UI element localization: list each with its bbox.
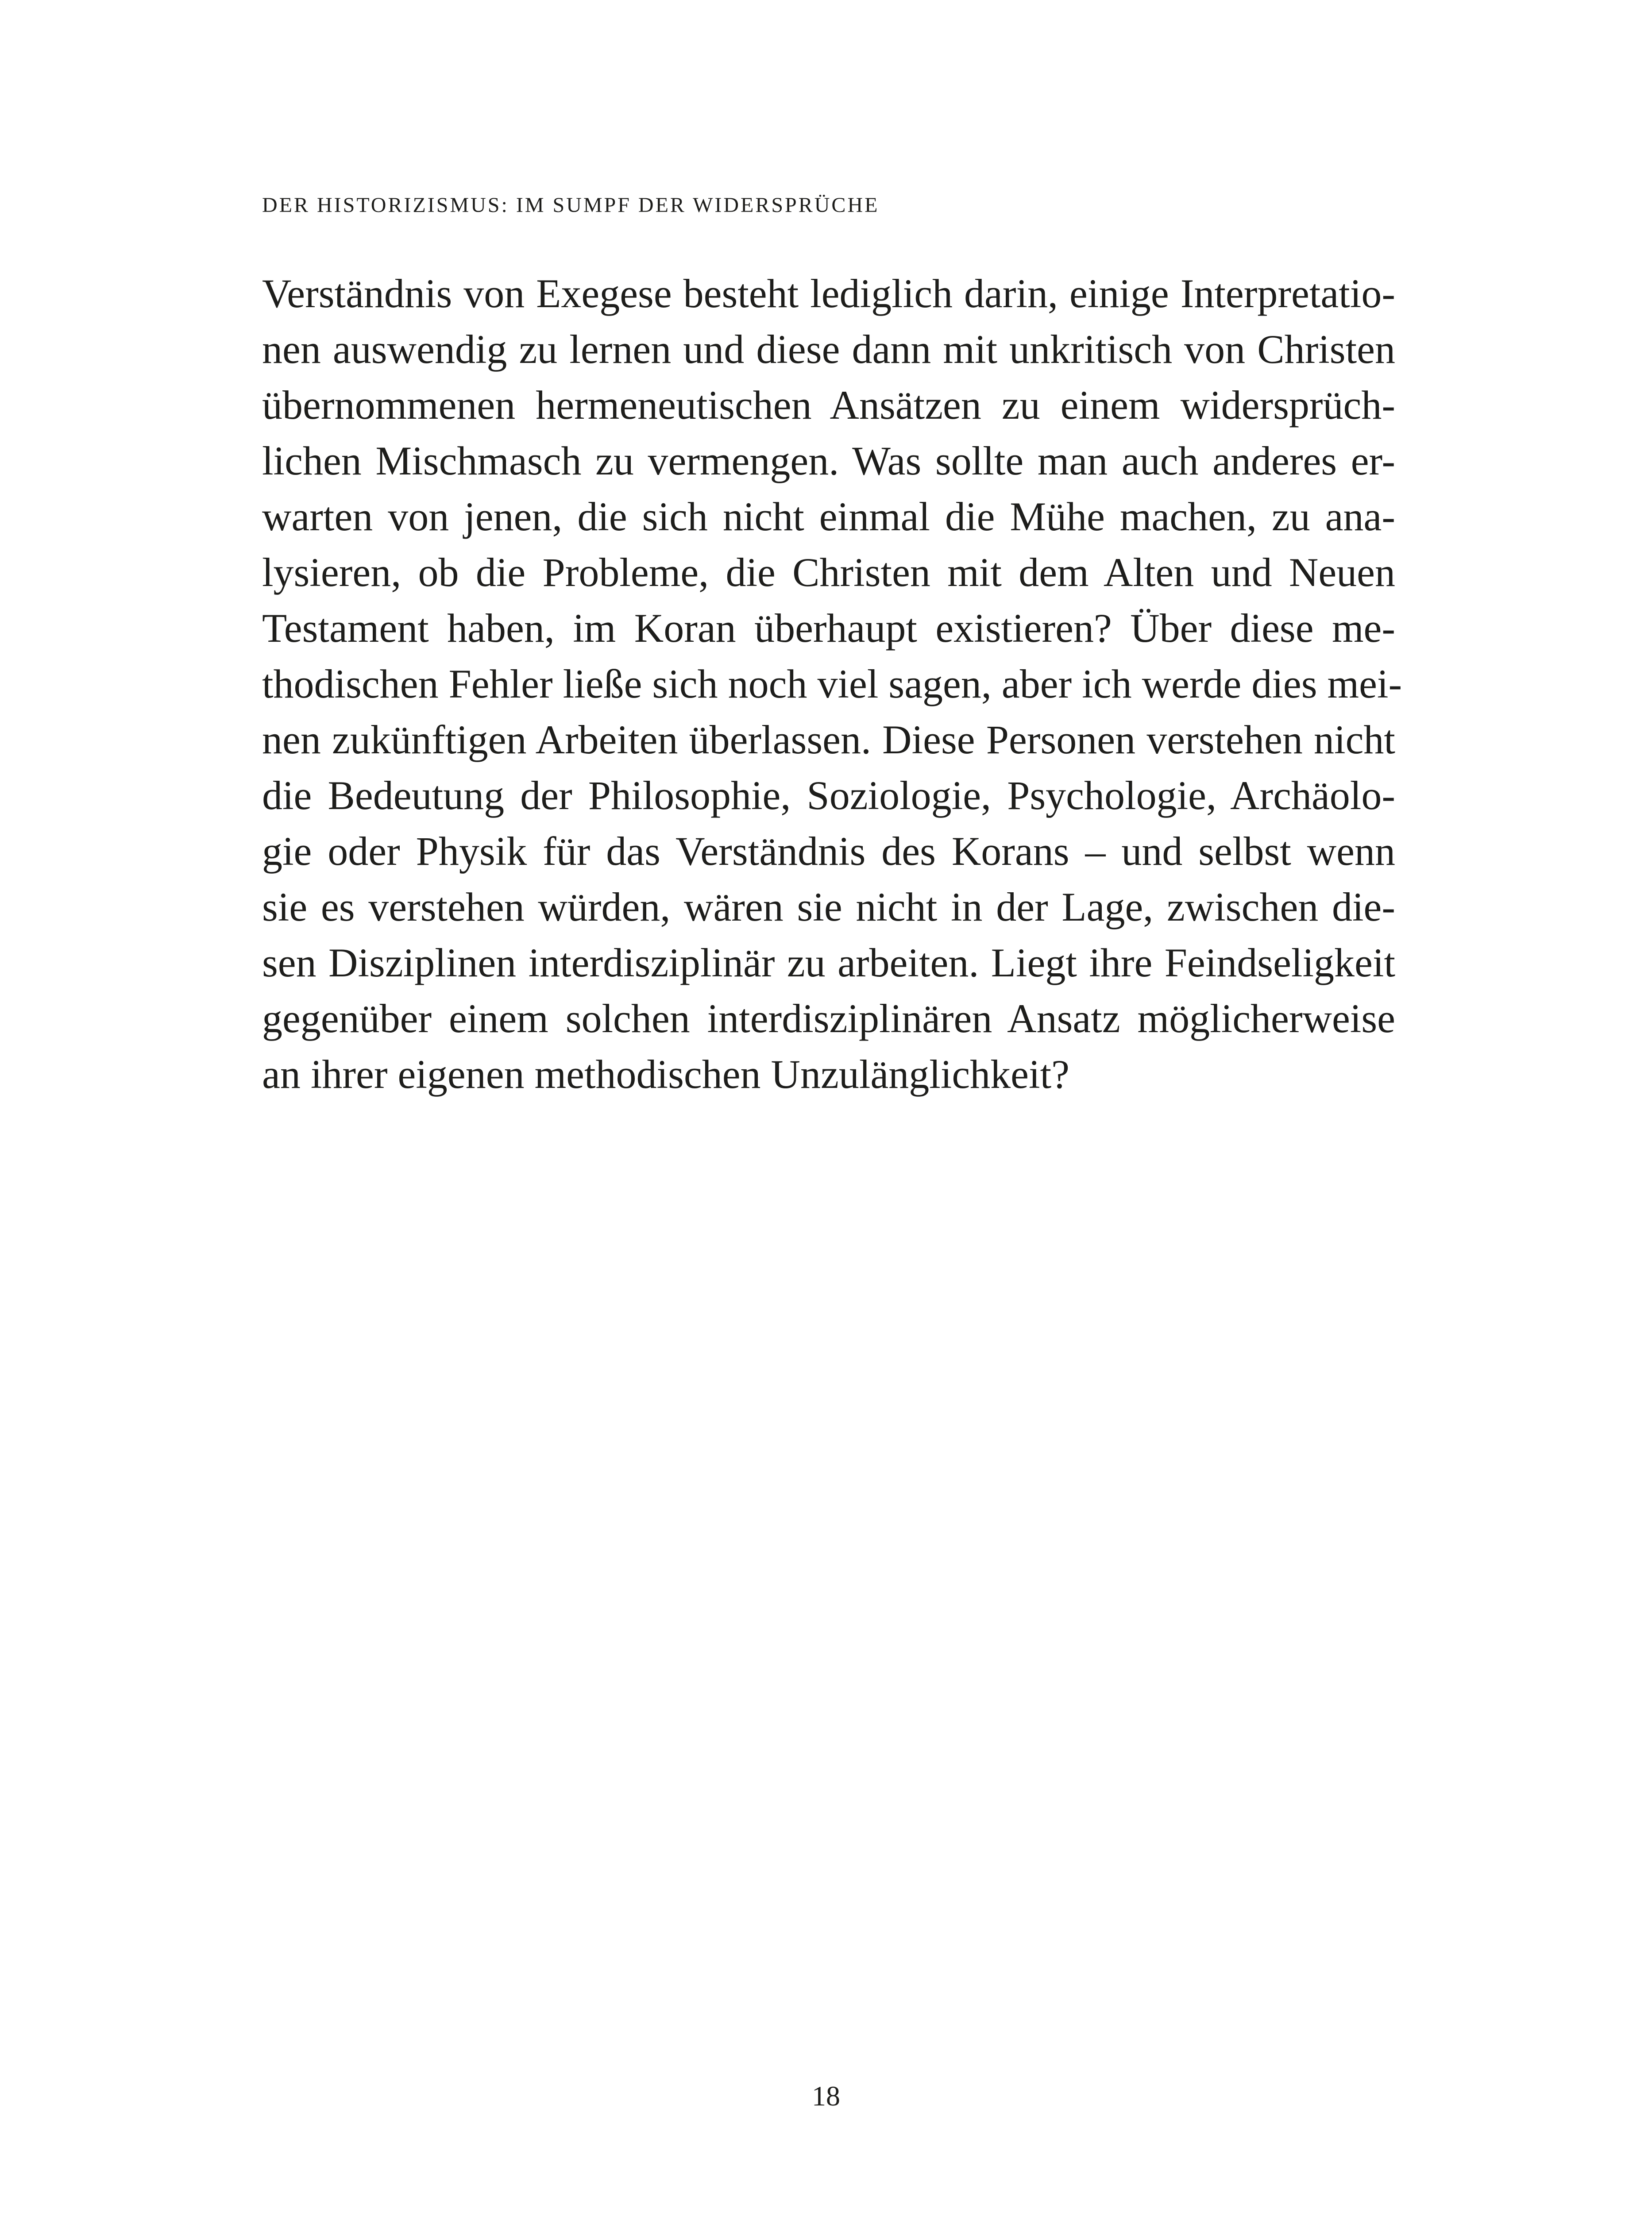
text-line: nen zukünftigen Arbeiten überlassen. Diese Personen verstehen nicht	[262, 717, 1395, 762]
text-line: warten von jenen, die sich nicht einmal die Mühe machen, zu ana-	[262, 494, 1395, 539]
text-line: gie oder Physik für das Verständnis des Korans – und selbst wenn	[262, 829, 1395, 874]
text-line: übernommenen hermeneutischen Ansätzen zu einem widersprüch-	[262, 382, 1395, 428]
page-number: 18	[812, 2080, 840, 2112]
body-paragraph	[262, 266, 1402, 1102]
text-line: sie es verstehen würden, wären sie nicht in der Lage, zwischen die-	[262, 884, 1395, 929]
text-line: nen auswendig zu lernen und diese dann mit unkritisch von Christen	[262, 327, 1395, 372]
text-line: Verständnis von Exegese besteht lediglich darin, einige Interpretatio-	[262, 271, 1395, 316]
text-line: gegenüber einem solchen interdisziplinären Ansatz möglicherweise	[262, 996, 1395, 1041]
text-line: an ihrer eigenen methodischen Unzulänglichkeit?	[262, 1052, 1069, 1097]
text-line: die Bedeutung der Philosophie, Soziologie, Psychologie, Archäolo-	[262, 773, 1395, 818]
text-line: lysieren, ob die Probleme, die Christen mit dem Alten und Neuen	[262, 550, 1395, 595]
text-line: thodischen Fehler ließe sich noch viel sagen, aber ich werde dies mei-	[262, 661, 1402, 706]
text-line: sen Disziplinen interdisziplinär zu arbeiten. Liegt ihre Feindseligkeit	[262, 940, 1395, 985]
running-head: DER HISTORIZISMUS: IM SUMPF DER WIDERSPRÜCHE	[262, 193, 880, 217]
text-line: lichen Mischmasch zu vermengen. Was sollte man auch anderes er-	[262, 438, 1395, 483]
text-line: Testament haben, im Koran überhaupt existieren? Über diese me-	[262, 605, 1395, 651]
